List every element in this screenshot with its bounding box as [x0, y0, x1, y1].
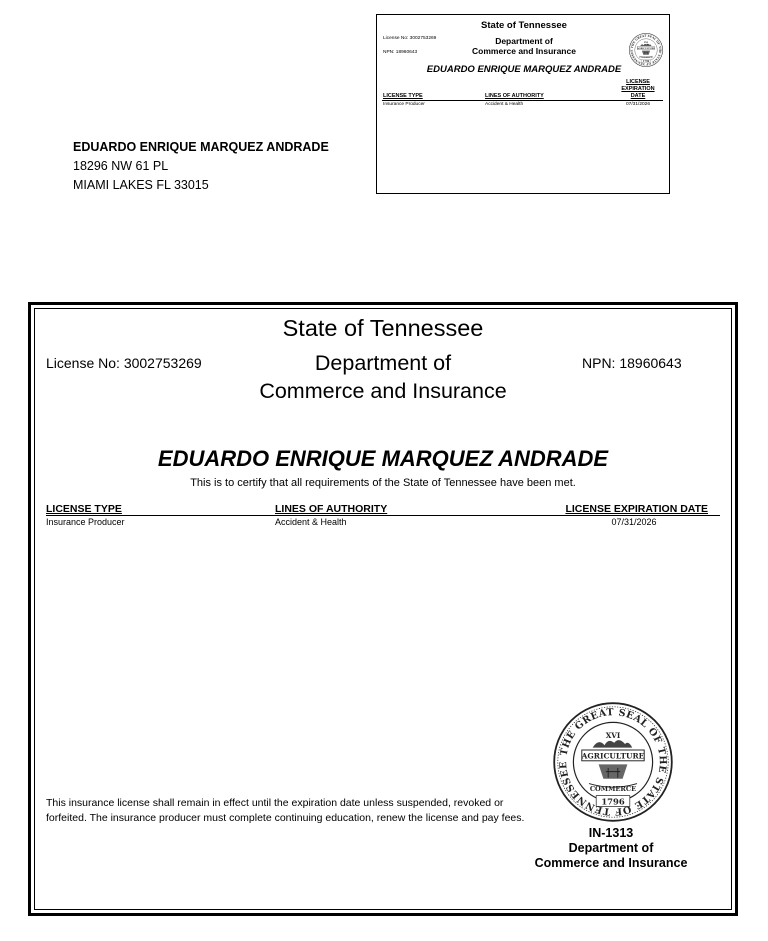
- card-header-lines-of-authority: LINES OF AUTHORITY: [485, 93, 544, 99]
- card-state-seal: [629, 33, 663, 67]
- card-department-line1: Department of: [495, 36, 553, 46]
- header-rule: [46, 515, 720, 516]
- certificate-department-line2: Commerce and Insurance: [259, 379, 507, 403]
- card-npn: NPN: 18960643: [383, 50, 418, 55]
- address-name: EDUARDO ENRIQUE MARQUEZ ANDRADE: [73, 140, 329, 154]
- card-header-license-type: LICENSE TYPE: [383, 93, 423, 99]
- address-city-state-zip: MIAMI LAKES FL 33015: [73, 178, 209, 192]
- certificate-statement: This is to certify that all requirements of the State of Tennessee have been met.: [190, 477, 576, 489]
- header-license-expiration-date: LICENSE EXPIRATION DATE: [565, 503, 708, 515]
- card-license-number: License No: 3002753269: [383, 36, 437, 41]
- form-department-line2: Commerce and Insurance: [534, 856, 688, 870]
- address-street: 18296 NW 61 PL: [73, 159, 169, 173]
- form-signature-block: [520, 826, 702, 871]
- form-number: IN-1313: [588, 826, 634, 840]
- card-department: [437, 36, 611, 56]
- card-lines-of-authority-value: Accident & Health: [485, 102, 524, 107]
- mailing-address: [73, 138, 329, 195]
- card-header-expiration: [609, 79, 667, 100]
- card-expiration-date-value: 07/31/2026: [625, 102, 650, 107]
- card-licensee-name: EDUARDO ENRIQUE MARQUEZ ANDRADE: [426, 64, 622, 75]
- card-department-line2: Commerce and Insurance: [472, 46, 576, 56]
- card-header-expiration-line2: EXPIRATION: [621, 86, 655, 92]
- form-department-line1: Department of: [568, 841, 654, 855]
- card-header-rule: [382, 100, 663, 101]
- certificate-licensee-name: EDUARDO ENRIQUE MARQUEZ ANDRADE: [157, 446, 609, 471]
- lines-of-authority-value: Accident & Health: [275, 517, 347, 527]
- card-state-title: State of Tennessee: [481, 20, 567, 31]
- certificate-department-line1: Department of: [314, 351, 452, 375]
- header-lines-of-authority: LINES OF AUTHORITY: [275, 503, 388, 515]
- certificate-npn: NPN: 18960643: [582, 355, 682, 371]
- expiration-date-value: 07/31/2026: [611, 517, 657, 527]
- footer-note-line2: forfeited. The insurance producer must complete continuing education, renew the license and pay fees.: [46, 811, 525, 824]
- wallet-license-card: [376, 14, 670, 194]
- header-license-type: LICENSE TYPE: [46, 503, 122, 515]
- license-type-value: Insurance Producer: [46, 517, 125, 527]
- card-license-type-value: Insurance Producer: [383, 102, 425, 107]
- footer-note-line1: This insurance license shall remain in effect until the expiration date unless suspended, revoked or: [46, 797, 504, 809]
- card-header-expiration-line1: LICENSE: [626, 79, 650, 85]
- certificate-state-title: State of Tennessee: [282, 315, 484, 341]
- certificate-license-number: License No: 3002753269: [46, 355, 202, 371]
- certificate-footer-note: [46, 796, 576, 825]
- card-header-expiration-line3: DATE: [630, 93, 646, 99]
